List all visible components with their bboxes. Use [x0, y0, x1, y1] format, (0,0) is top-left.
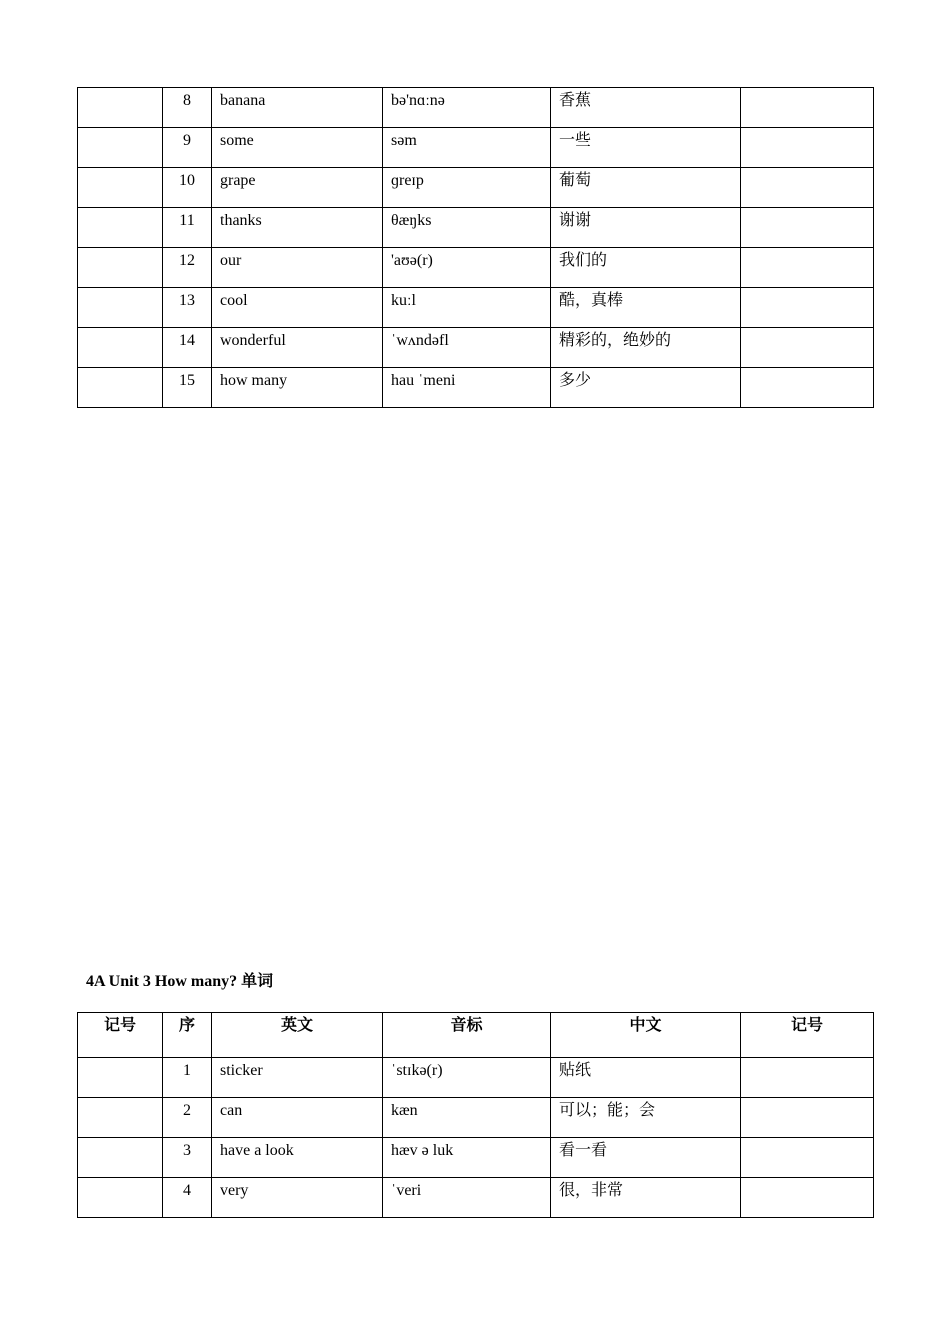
chinese-cell: 酷，真棒	[551, 288, 741, 328]
mark2-cell	[741, 88, 874, 128]
chinese-cell: 谢谢	[551, 208, 741, 248]
table-row	[78, 1138, 874, 1178]
chinese-cell: 贴纸	[551, 1058, 741, 1098]
table-row	[78, 1178, 874, 1218]
chinese-cell: 可以；能；会	[551, 1098, 741, 1138]
table-row	[78, 208, 874, 248]
mark-cell	[78, 328, 163, 368]
chinese-cell: 看一看	[551, 1138, 741, 1178]
chinese-cell: 我们的	[551, 248, 741, 288]
mark-cell	[78, 368, 163, 408]
mark-cell	[78, 88, 163, 128]
section-title: 4A Unit 3 How many? 单词	[86, 973, 274, 990]
phonetic-cell: kuːl	[383, 288, 551, 328]
header-number: 序	[163, 1013, 212, 1058]
header-mark2: 记号	[741, 1013, 874, 1058]
number-cell: 2	[163, 1098, 212, 1138]
english-cell: sticker	[212, 1058, 383, 1098]
number-cell: 4	[163, 1178, 212, 1218]
number-cell: 13	[163, 288, 212, 328]
phonetic-cell: 'aʊə(r)	[383, 248, 551, 288]
phonetic-cell: θæŋks	[383, 208, 551, 248]
vocab-table-continued	[77, 87, 874, 408]
header-mark: 记号	[78, 1013, 163, 1058]
mark-cell	[78, 248, 163, 288]
table-row	[78, 288, 874, 328]
header-phonetic: 音标	[383, 1013, 551, 1058]
mark-cell	[78, 1178, 163, 1218]
number-cell: 3	[163, 1138, 212, 1178]
english-cell: how many	[212, 368, 383, 408]
mark2-cell	[741, 288, 874, 328]
mark2-cell	[741, 368, 874, 408]
english-cell: our	[212, 248, 383, 288]
chinese-cell: 精彩的，绝妙的	[551, 328, 741, 368]
header-english: 英文	[212, 1013, 383, 1058]
mark-cell	[78, 128, 163, 168]
chinese-cell: 香蕉	[551, 88, 741, 128]
mark2-cell	[741, 1178, 874, 1218]
english-cell: some	[212, 128, 383, 168]
header-row	[78, 1013, 874, 1058]
mark-cell	[78, 1098, 163, 1138]
mark-cell	[78, 1138, 163, 1178]
table-header	[78, 1013, 874, 1058]
vocab-table-unit3	[77, 1012, 874, 1218]
table-body	[78, 88, 874, 408]
english-cell: can	[212, 1098, 383, 1138]
chinese-cell: 一些	[551, 128, 741, 168]
phonetic-cell: hau ˈmeni	[383, 368, 551, 408]
phonetic-cell: səm	[383, 128, 551, 168]
english-cell: thanks	[212, 208, 383, 248]
phonetic-cell: ˈwʌndəfl	[383, 328, 551, 368]
phonetic-cell: bə'nɑːnə	[383, 88, 551, 128]
english-cell: grape	[212, 168, 383, 208]
mark2-cell	[741, 328, 874, 368]
english-cell: cool	[212, 288, 383, 328]
english-cell: have a look	[212, 1138, 383, 1178]
mark2-cell	[741, 1098, 874, 1138]
table-row	[78, 88, 874, 128]
phonetic-cell: hæv ə luk	[383, 1138, 551, 1178]
mark2-cell	[741, 1058, 874, 1098]
english-cell: banana	[212, 88, 383, 128]
phonetic-cell: kæn	[383, 1098, 551, 1138]
table-body	[78, 1058, 874, 1218]
chinese-cell: 葡萄	[551, 168, 741, 208]
phonetic-cell: ˈveri	[383, 1178, 551, 1218]
mark-cell	[78, 168, 163, 208]
table-row	[78, 128, 874, 168]
number-cell: 11	[163, 208, 212, 248]
phonetic-cell: ˈstɪkə(r)	[383, 1058, 551, 1098]
mark-cell	[78, 1058, 163, 1098]
mark2-cell	[741, 208, 874, 248]
mark-cell	[78, 208, 163, 248]
number-cell: 15	[163, 368, 212, 408]
mark-cell	[78, 288, 163, 328]
mark2-cell	[741, 168, 874, 208]
number-cell: 8	[163, 88, 212, 128]
english-cell: very	[212, 1178, 383, 1218]
mark2-cell	[741, 128, 874, 168]
number-cell: 9	[163, 128, 212, 168]
phonetic-cell: ɡreɪp	[383, 168, 551, 208]
number-cell: 1	[163, 1058, 212, 1098]
table-row	[78, 1058, 874, 1098]
number-cell: 14	[163, 328, 212, 368]
chinese-cell: 多少	[551, 368, 741, 408]
table-row	[78, 328, 874, 368]
chinese-cell: 很，非常	[551, 1178, 741, 1218]
header-chinese: 中文	[551, 1013, 741, 1058]
number-cell: 12	[163, 248, 212, 288]
number-cell: 10	[163, 168, 212, 208]
table-row	[78, 248, 874, 288]
mark2-cell	[741, 1138, 874, 1178]
english-cell: wonderful	[212, 328, 383, 368]
mark2-cell	[741, 248, 874, 288]
table-row	[78, 1098, 874, 1138]
table-row	[78, 368, 874, 408]
table-row	[78, 168, 874, 208]
